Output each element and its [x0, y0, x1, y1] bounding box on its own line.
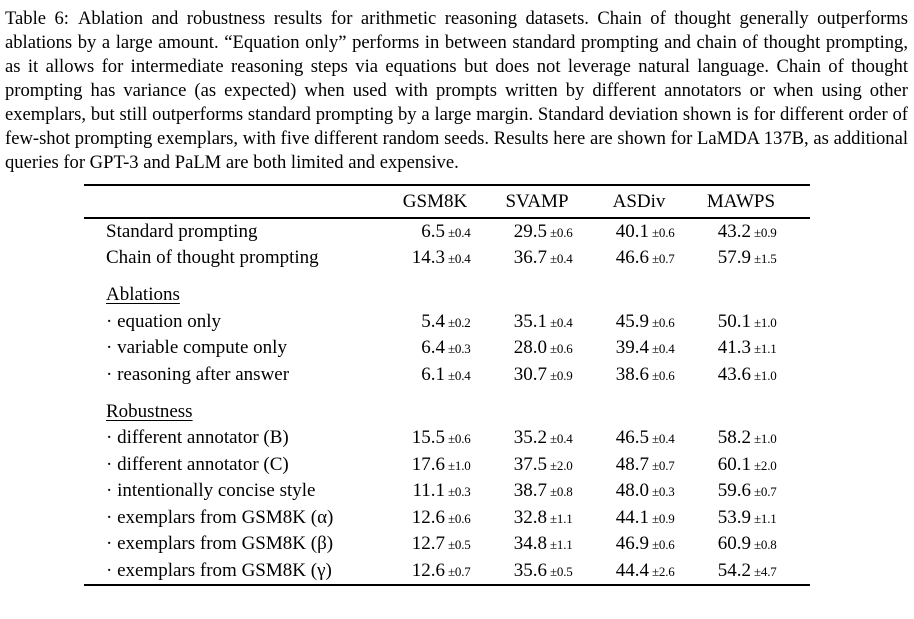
score-value: 48.0: [615, 480, 649, 501]
score-stddev: ±0.6: [550, 341, 573, 356]
cell-asdiv: [588, 425, 690, 453]
score-value: 57.9: [717, 247, 751, 268]
row-label: · exemplars from GSM8K (α): [106, 506, 334, 528]
score-value: 6.5: [421, 220, 445, 242]
score-value: 6.4: [421, 337, 445, 358]
score-stddev: ±2.0: [550, 457, 573, 473]
score-value: 60.1: [717, 453, 751, 475]
score-stddev: ±0.9: [652, 510, 675, 526]
score-stddev: ±1.0: [754, 367, 777, 383]
score-value: 35.6: [513, 559, 547, 581]
score-stddev: ±0.4: [448, 251, 471, 266]
cell-svamp: [486, 362, 588, 390]
cell-asdiv: [588, 362, 690, 390]
row-label: · intentionally concise style: [106, 480, 316, 501]
score-value: 30.7: [513, 363, 547, 385]
score-stddev: ±1.1: [754, 510, 777, 526]
cell-gsm8k: [384, 531, 486, 559]
score-value: 11.1: [412, 480, 445, 501]
score-value: 54.2: [717, 559, 751, 581]
score-value: 6.1: [421, 363, 445, 385]
score-value: 41.3: [717, 337, 751, 358]
score-value: 44.4: [615, 559, 649, 581]
cell-mawps: [690, 335, 792, 363]
row-exemplars-gsm8k-gamma: [84, 558, 810, 585]
row-label: · reasoning after answer: [106, 363, 290, 385]
cell-svamp: [486, 335, 588, 363]
column-header-asdiv: ASDiv: [612, 191, 666, 212]
score-stddev: ±0.6: [550, 224, 573, 240]
score-stddev: ±4.7: [754, 563, 777, 579]
score-stddev: ±0.5: [448, 537, 471, 552]
cell-svamp: [486, 505, 588, 533]
score-stddev: ±0.4: [652, 431, 675, 446]
score-value: 29.5: [513, 220, 547, 242]
score-value: 38.6: [615, 363, 649, 385]
score-stddev: ±0.4: [652, 341, 675, 356]
cell-svamp: [486, 425, 588, 453]
cell-gsm8k: [384, 362, 486, 390]
row-exemplars-gsm8k-alpha: [84, 505, 810, 532]
row-equation-only: [84, 309, 810, 336]
score-value: 45.9: [615, 310, 649, 332]
score-stddev: ±1.1: [550, 537, 573, 552]
score-stddev: ±2.6: [652, 563, 675, 579]
cell-asdiv: [588, 219, 690, 247]
score-stddev: ±1.0: [754, 431, 777, 446]
score-stddev: ±0.4: [550, 314, 573, 330]
row-chain-of-thought-prompting: [84, 245, 810, 272]
cell-mawps: [690, 531, 792, 559]
score-stddev: ±0.3: [652, 484, 675, 499]
score-value: 34.8: [513, 533, 547, 554]
score-stddev: ±0.7: [754, 484, 777, 499]
cell-mawps: [690, 219, 792, 247]
score-value: 43.6: [717, 363, 751, 385]
section-robustness: [84, 399, 810, 426]
score-stddev: ±0.8: [550, 484, 573, 499]
score-stddev: ±1.5: [754, 251, 777, 266]
cell-svamp: [486, 558, 588, 586]
score-value: 5.4: [421, 310, 445, 332]
score-value: 12.7: [411, 533, 445, 554]
score-value: 38.7: [513, 480, 547, 501]
score-stddev: ±0.5: [550, 563, 573, 579]
score-value: 48.7: [615, 453, 649, 475]
section-label: Ablations: [106, 284, 180, 305]
cell-gsm8k: [384, 219, 486, 247]
cell-gsm8k: [384, 478, 486, 506]
row-spacer: [84, 272, 810, 283]
score-stddev: ±0.6: [652, 367, 675, 383]
cell-gsm8k: [384, 425, 486, 453]
cell-svamp: [486, 531, 588, 559]
cell-mawps: [690, 362, 792, 390]
score-value: 44.1: [615, 506, 649, 528]
score-value: 37.5: [513, 453, 547, 475]
column-header-svamp: SVAMP: [505, 191, 569, 212]
score-value: 12.6: [411, 506, 445, 528]
row-label: · exemplars from GSM8K (γ): [106, 559, 332, 581]
cell-mawps: [690, 245, 792, 273]
cell-mawps: [690, 478, 792, 506]
score-stddev: ±0.3: [448, 341, 471, 356]
cell-svamp: [486, 309, 588, 337]
row-label: · different annotator (C): [106, 453, 289, 475]
score-value: 14.3: [411, 247, 445, 268]
score-value: 35.2: [513, 427, 547, 448]
row-label: · different annotator (B): [106, 427, 289, 448]
score-value: 35.1: [513, 310, 547, 332]
score-value: 53.9: [717, 506, 751, 528]
cell-gsm8k: [384, 505, 486, 533]
cell-asdiv: [588, 245, 690, 273]
row-label: Chain of thought prompting: [106, 247, 319, 268]
row-label: · exemplars from GSM8K (β): [106, 533, 334, 554]
row-different-annotator-b: [84, 425, 810, 452]
caption-label: Table 6:: [5, 8, 69, 29]
score-value: 39.4: [615, 337, 649, 358]
cell-asdiv: [588, 531, 690, 559]
score-stddev: ±0.2: [448, 314, 471, 330]
score-value: 12.6: [411, 559, 445, 581]
score-value: 46.9: [615, 533, 649, 554]
score-stddev: ±0.4: [550, 431, 573, 446]
score-stddev: ±0.4: [550, 251, 573, 266]
score-stddev: ±0.9: [754, 224, 777, 240]
cell-gsm8k: [384, 558, 486, 586]
cell-gsm8k: [384, 245, 486, 273]
row-different-annotator-c: [84, 452, 810, 479]
score-stddev: ±0.6: [448, 510, 471, 526]
row-exemplars-gsm8k-beta: [84, 531, 810, 558]
cell-svamp: [486, 219, 588, 247]
score-value: 36.7: [513, 247, 547, 268]
row-spacer: [84, 388, 810, 399]
score-stddev: ±0.7: [448, 563, 471, 579]
table-caption: [0, 0, 914, 175]
score-stddev: ±0.6: [652, 314, 675, 330]
score-stddev: ±0.7: [652, 251, 675, 266]
cell-asdiv: [588, 505, 690, 533]
cell-mawps: [690, 505, 792, 533]
cell-svamp: [486, 478, 588, 506]
score-stddev: ±1.1: [754, 341, 777, 356]
score-stddev: ±0.3: [448, 484, 471, 499]
score-stddev: ±0.6: [448, 431, 471, 446]
score-value: 40.1: [615, 220, 649, 242]
row-label: · variable compute only: [106, 337, 287, 358]
row-reasoning-after-answer: [84, 362, 810, 389]
score-stddev: ±1.0: [754, 314, 777, 330]
score-value: 60.9: [717, 533, 751, 554]
row-intentionally-concise-style: [84, 478, 810, 505]
cell-svamp: [486, 452, 588, 480]
score-stddev: ±0.9: [550, 367, 573, 383]
section-label: Robustness: [106, 400, 193, 422]
score-stddev: ±2.0: [754, 457, 777, 473]
score-value: 50.1: [717, 310, 751, 332]
row-label: · equation only: [106, 310, 222, 332]
caption-text: Ablation and robustness results for arithmetic reasoning datasets. Chain of thought generally outperforms ablations by a large amount. “Equation only” performs in between standard prompting and chain of thought prompting, as it allows for intermediate reasoning steps via equations but does not leverage natural language. Chain of thought prompting has variance (as expected) when used with prompts written by different annotators or when using other exemplars, but still outperforms standard prompting by a large margin. Standard deviation shown is for different order of few-shot prompting exemplars, with five different random seeds. Results here are shown for LaMDA 137B, as additional queries for GPT-3 and PaLM are both limited and expensive.: [5, 8, 909, 173]
score-value: 32.8: [513, 506, 547, 528]
cell-asdiv: [588, 452, 690, 480]
cell-mawps: [690, 452, 792, 480]
score-stddev: ±0.6: [652, 537, 675, 552]
row-label: Standard prompting: [106, 220, 258, 242]
score-value: 59.6: [717, 480, 751, 501]
score-stddev: ±0.8: [754, 537, 777, 552]
column-header-gsm8k: GSM8K: [402, 191, 468, 212]
score-stddev: ±1.0: [448, 457, 471, 473]
cell-asdiv: [588, 335, 690, 363]
score-value: 46.5: [615, 427, 649, 448]
cell-svamp: [486, 245, 588, 273]
score-value: 46.6: [615, 247, 649, 268]
score-stddev: ±0.4: [448, 367, 471, 383]
score-value: 58.2: [717, 427, 751, 448]
table-header-row: [84, 186, 810, 217]
score-stddev: ±1.1: [550, 510, 573, 526]
score-stddev: ±0.6: [652, 224, 675, 240]
cell-gsm8k: [384, 309, 486, 337]
cell-mawps: [690, 558, 792, 586]
cell-gsm8k: [384, 335, 486, 363]
section-ablations: [84, 282, 810, 309]
cell-mawps: [690, 425, 792, 453]
results-table: [84, 184, 810, 586]
score-value: 17.6: [411, 453, 445, 475]
row-standard-prompting: [84, 219, 810, 246]
score-value: 28.0: [513, 337, 547, 358]
score-value: 43.2: [717, 220, 751, 242]
cell-asdiv: [588, 309, 690, 337]
score-stddev: ±0.4: [448, 224, 471, 240]
cell-asdiv: [588, 478, 690, 506]
score-value: 15.5: [411, 427, 445, 448]
cell-asdiv: [588, 558, 690, 586]
row-variable-compute-only: [84, 335, 810, 362]
score-stddev: ±0.7: [652, 457, 675, 473]
cell-gsm8k: [384, 452, 486, 480]
cell-mawps: [690, 309, 792, 337]
column-header-mawps: MAWPS: [706, 191, 776, 212]
